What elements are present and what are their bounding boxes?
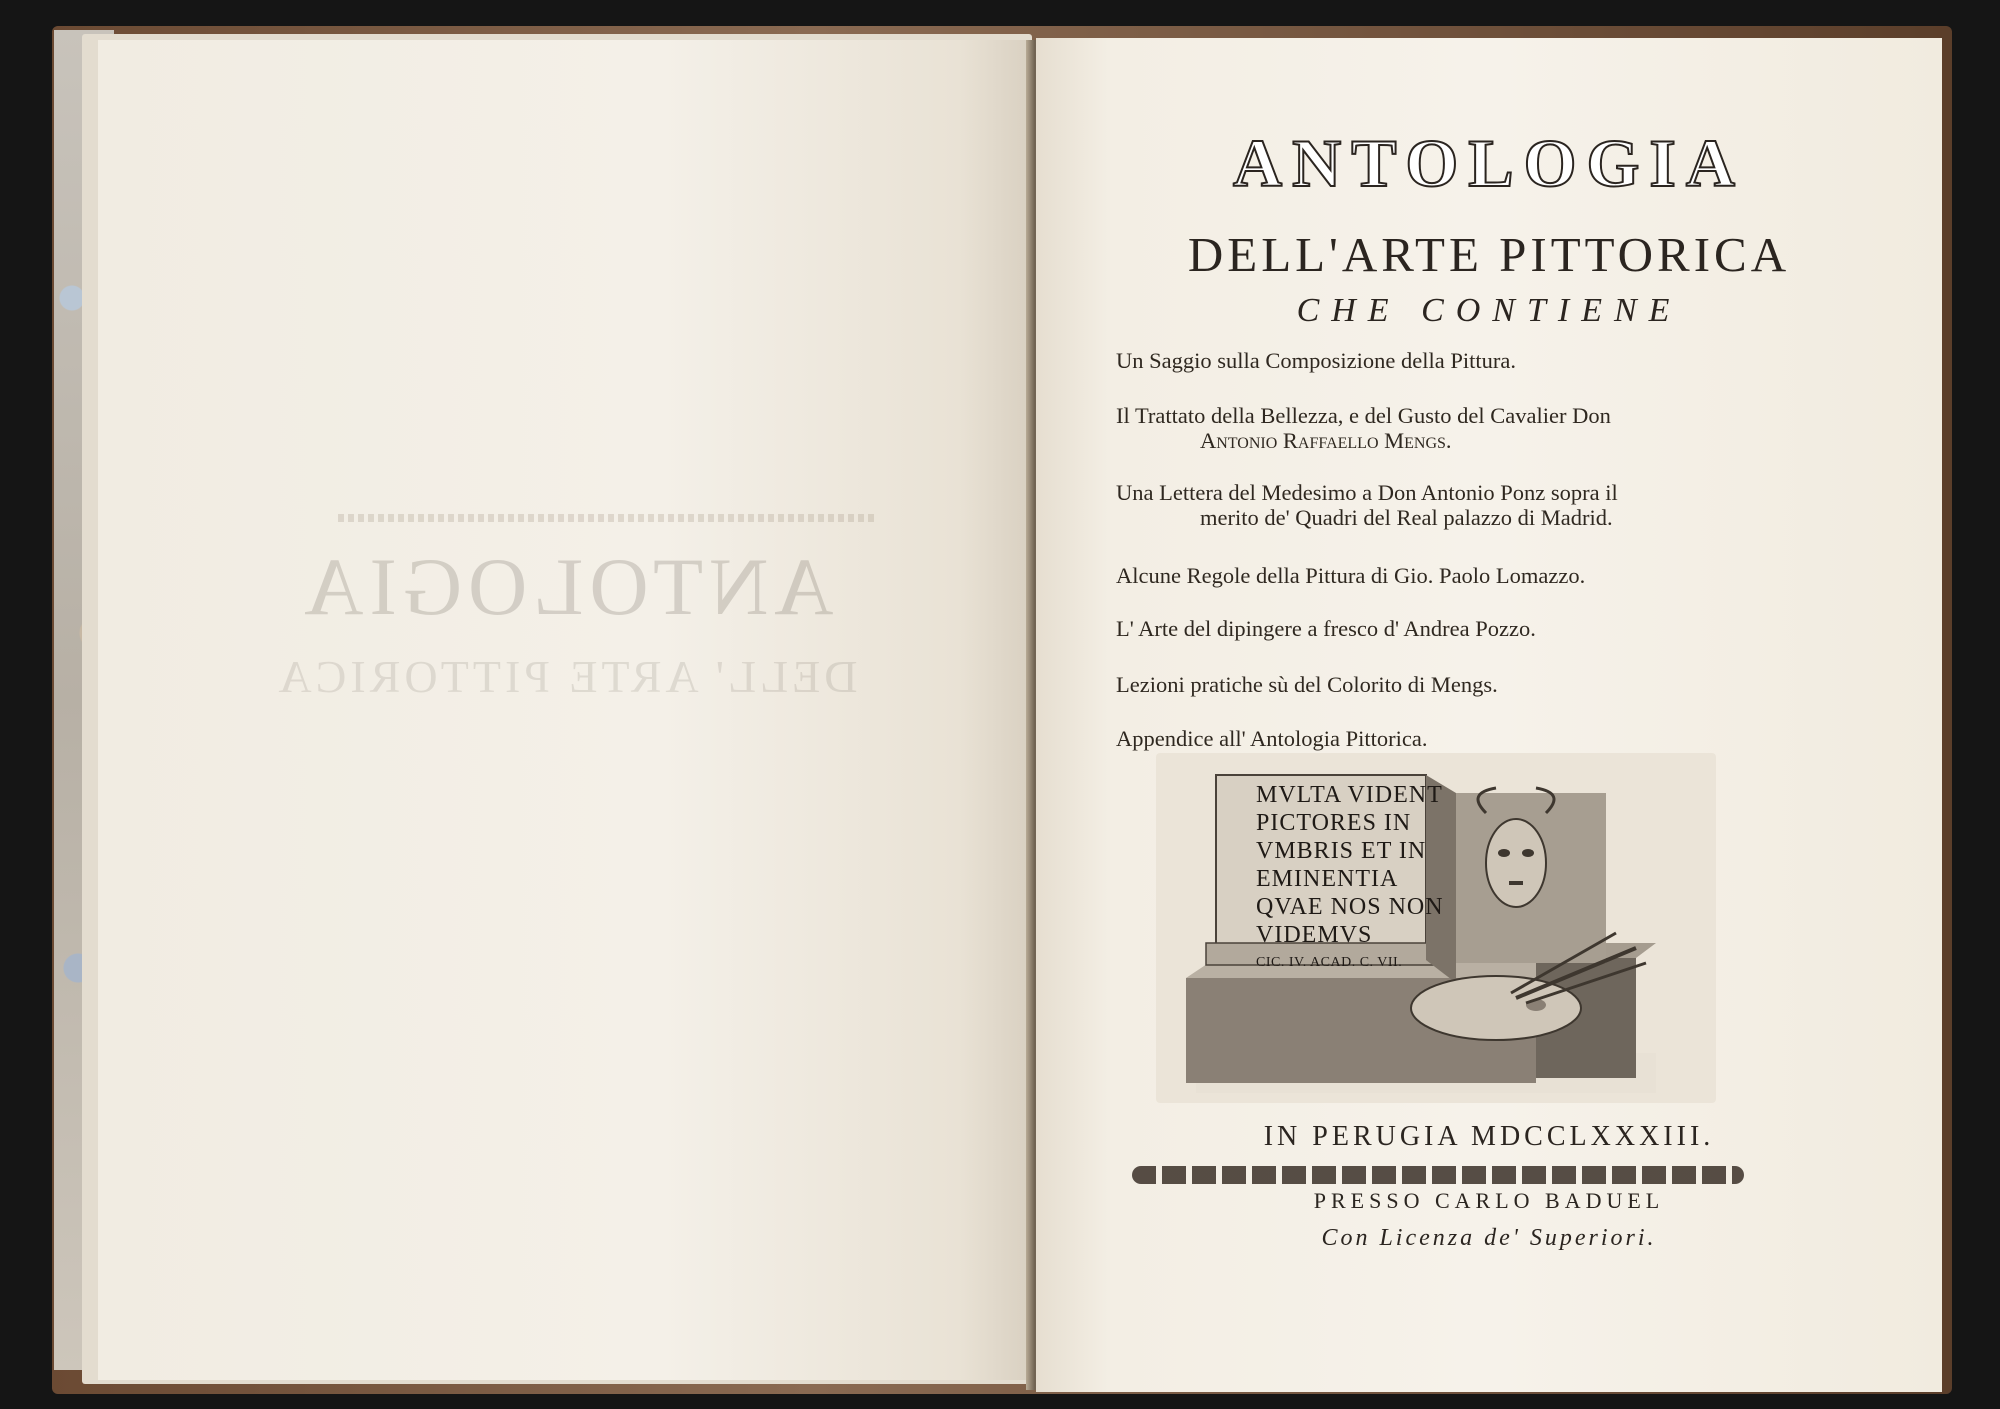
inscription-line: VIDEMVS bbox=[1256, 922, 1373, 948]
contents-item bbox=[1116, 348, 1756, 373]
contents-heading: CHE CONTIENE bbox=[1296, 292, 1682, 329]
contents-item-line: merito de' Quadri del Real palazzo di Madrid. bbox=[1200, 505, 1613, 530]
bleed-through-rule bbox=[338, 514, 878, 522]
title-page bbox=[1036, 38, 1942, 1392]
bleed-through-subtitle: DELL' ARTE PITTORICA bbox=[274, 651, 858, 702]
contents-item-line: Antonio Raffaello Mengs. bbox=[1200, 428, 1452, 453]
inscription-line: VMBRIS ET IN bbox=[1256, 838, 1427, 864]
licence: Con Licenza de' Superiori. bbox=[1321, 1225, 1657, 1251]
contents-item bbox=[1116, 480, 1756, 530]
inscription-line: PICTORES IN bbox=[1256, 810, 1412, 836]
contents-item bbox=[1116, 616, 1756, 641]
contents-item bbox=[1116, 403, 1756, 453]
inscription-line: QVAE NOS NON bbox=[1256, 894, 1444, 920]
contents-item-line: Una Lettera del Medesimo a Don Antonio Ponz sopra il bbox=[1116, 480, 1618, 505]
contents-item-line: Lezioni pratiche sù del Colorito di Mengs. bbox=[1116, 672, 1498, 697]
contents-item-line: Alcune Regole della Pittura di Gio. Paolo Lomazzo. bbox=[1116, 563, 1586, 588]
contents-item bbox=[1116, 726, 1756, 751]
book-title: ANTOLOGIA bbox=[1233, 125, 1745, 201]
inscription-citation: CIC. IV. ACAD. C. VII. bbox=[1256, 955, 1403, 970]
imprint: IN PERUGIA MDCCLXXXIII. bbox=[1263, 1121, 1715, 1152]
contents-item-line: Appendice all' Antologia Pittorica. bbox=[1116, 726, 1428, 751]
contents-item bbox=[1116, 672, 1756, 697]
bleed-through-title: ANTOLOGIA bbox=[298, 541, 834, 632]
contents-item bbox=[1116, 563, 1756, 588]
contents-item-line: Il Trattato della Bellezza, e del Gusto del Cavalier Don bbox=[1116, 403, 1611, 428]
printer: PRESSO CARLO BADUEL bbox=[1313, 1188, 1665, 1213]
ornamental-border bbox=[1132, 1166, 1744, 1184]
inscription-line: EMINENTIA bbox=[1256, 866, 1399, 892]
inscription-line: MVLTA VIDENT bbox=[1256, 782, 1443, 808]
vignette-inscription bbox=[1256, 781, 1446, 977]
book-subtitle: DELL'ARTE PITTORICA bbox=[1187, 227, 1791, 282]
contents-item-line: Un Saggio sulla Composizione della Pittura. bbox=[1116, 348, 1516, 373]
left-page bbox=[98, 40, 1034, 1380]
contents-item-line: L' Arte del dipingere a fresco d' Andrea Pozzo. bbox=[1116, 616, 1536, 641]
engraved-vignette bbox=[1156, 753, 1716, 1103]
